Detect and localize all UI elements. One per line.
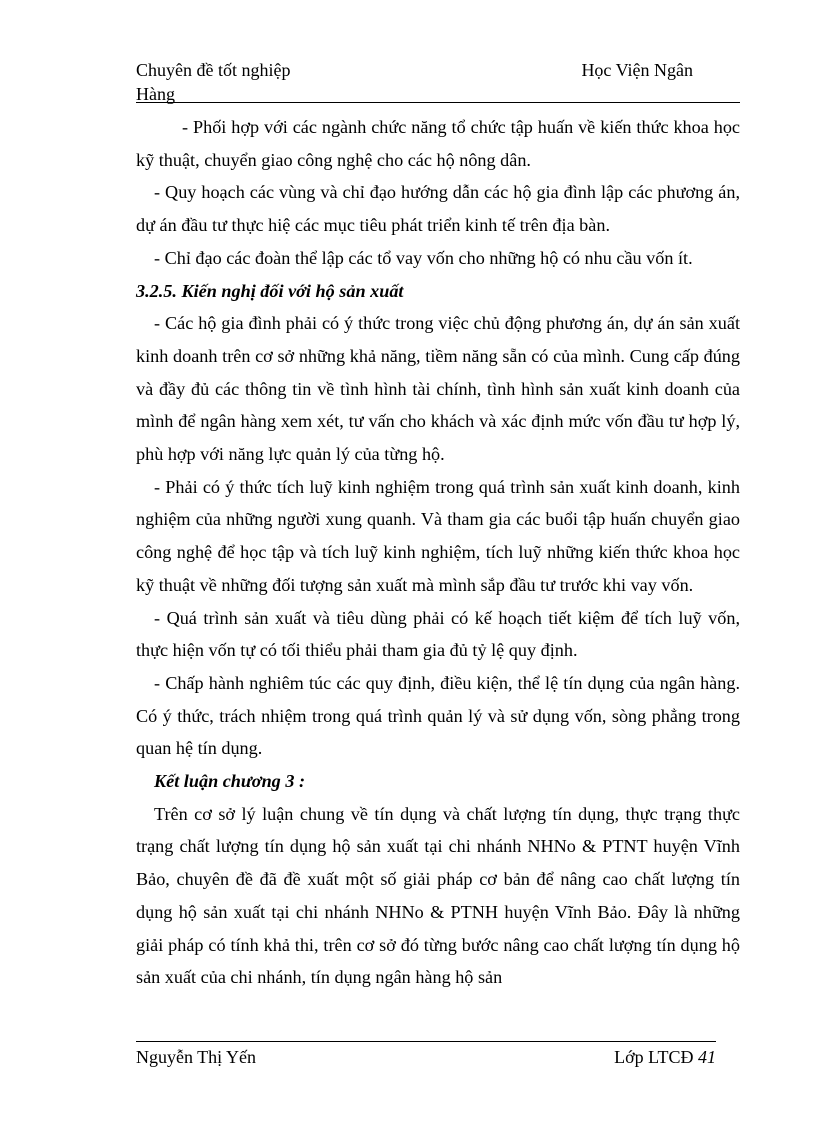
footer-divider: [136, 1041, 716, 1042]
footer-class-label: Lớp LTCĐ: [614, 1047, 698, 1067]
page-footer: [136, 1045, 716, 1069]
paragraph-7: - Chấp hành nghiêm túc các quy định, điều kiện, thể lệ tín dụng của ngân hàng. Có ý thức, trách nhiệm trong quá trình quản lý và sử dụng vốn, sòng phẳng trong quan hệ tín dụng.: [136, 672, 740, 759]
footer-class: [614, 1045, 716, 1069]
document-body: [136, 111, 740, 994]
footer-class-number: 41: [698, 1047, 716, 1067]
conclusion-paragraph: Trên cơ sở lý luận chung về tín dụng và chất lượng tín dụng, thực trạng thực trạng chất lượng tín dụng hộ sản xuất tại chi nhánh NHNo & PTNT huyện Vĩnh Bảo, chuyên đề đã đề xuất một số giải pháp cơ bản để nâng cao chất lượng tín dụng hộ sản xuất tại chi nhánh NHNo & PTNH huyện Vĩnh Bảo. Đây là những giải pháp có tính khả thi, trên cơ sở đó từng bước nâng cao chất lượng tín dụng hộ sản xuất của chi nhánh, tín dụng ngân hàng hộ sản: [136, 803, 740, 988]
conclusion-heading: Kết luận chương 3 :: [154, 771, 306, 792]
paragraph-1: - Phối hợp với các ngành chức năng tổ chức tập huấn về kiến thức khoa học kỹ thuật, chuyển giao công nghệ cho các hộ nông dân.: [136, 117, 740, 170]
paragraph-4: - Các hộ gia đình phải có ý thức trong việc chủ động phương án, dự án sản xuất kinh doanh trên cơ sở những khả năng, tiềm năng sẵn có của mình. Cung cấp đúng và đầy đủ các thông tin về tình hình tài chính, tình hình sản xuất kinh doanh của mình để ngân hàng xem xét, tư vấn cho khách và xác định mức vốn đầu tư hợp lý, phù hợp với năng lực quản lý của từng hộ.: [136, 313, 740, 465]
paragraph-6: - Quá trình sản xuất và tiêu dùng phải có kế hoạch tiết kiệm để tích luỹ vốn, thực hiện vốn tự có tối thiểu phải tham gia đủ tỷ lệ quy định.: [136, 607, 740, 661]
paragraph-5: - Phải có ý thức tích luỹ kinh nghiệm trong quá trình sản xuất kinh doanh, kinh nghiệm của những người xung quanh. Và tham gia các buổi tập huấn chuyển giao công nghệ để học tập và tích luỹ kinh nghiệm, tích luỹ những kiến thức khoa học kỹ thuật về những đối tượng sản xuất mà mình sắp đầu tư trước khi vay vốn.: [136, 476, 740, 595]
section-heading: 3.2.5. Kiến nghị đối với hộ sản xuất: [136, 280, 404, 301]
header-divider: [136, 102, 740, 103]
paragraph-2: - Quy hoạch các vùng và chỉ đạo hướng dẫn các hộ gia đình lập các phương án, dự án đầu tư thực hiệ các mục tiêu phát triển kinh tế trên địa bàn.: [136, 182, 740, 236]
header-left-title: Chuyên đề tốt nghiệp: [136, 60, 291, 80]
header-right-title: Học Viện Ngân: [581, 60, 693, 80]
footer-author: Nguyễn Thị Yến: [136, 1047, 256, 1067]
header-left-continuation: Hàng: [136, 84, 175, 104]
paragraph-3: - Chỉ đạo các đoàn thể lập các tổ vay vốn cho những hộ có nhu cầu vốn ít.: [154, 247, 693, 268]
page-header: [136, 58, 740, 106]
